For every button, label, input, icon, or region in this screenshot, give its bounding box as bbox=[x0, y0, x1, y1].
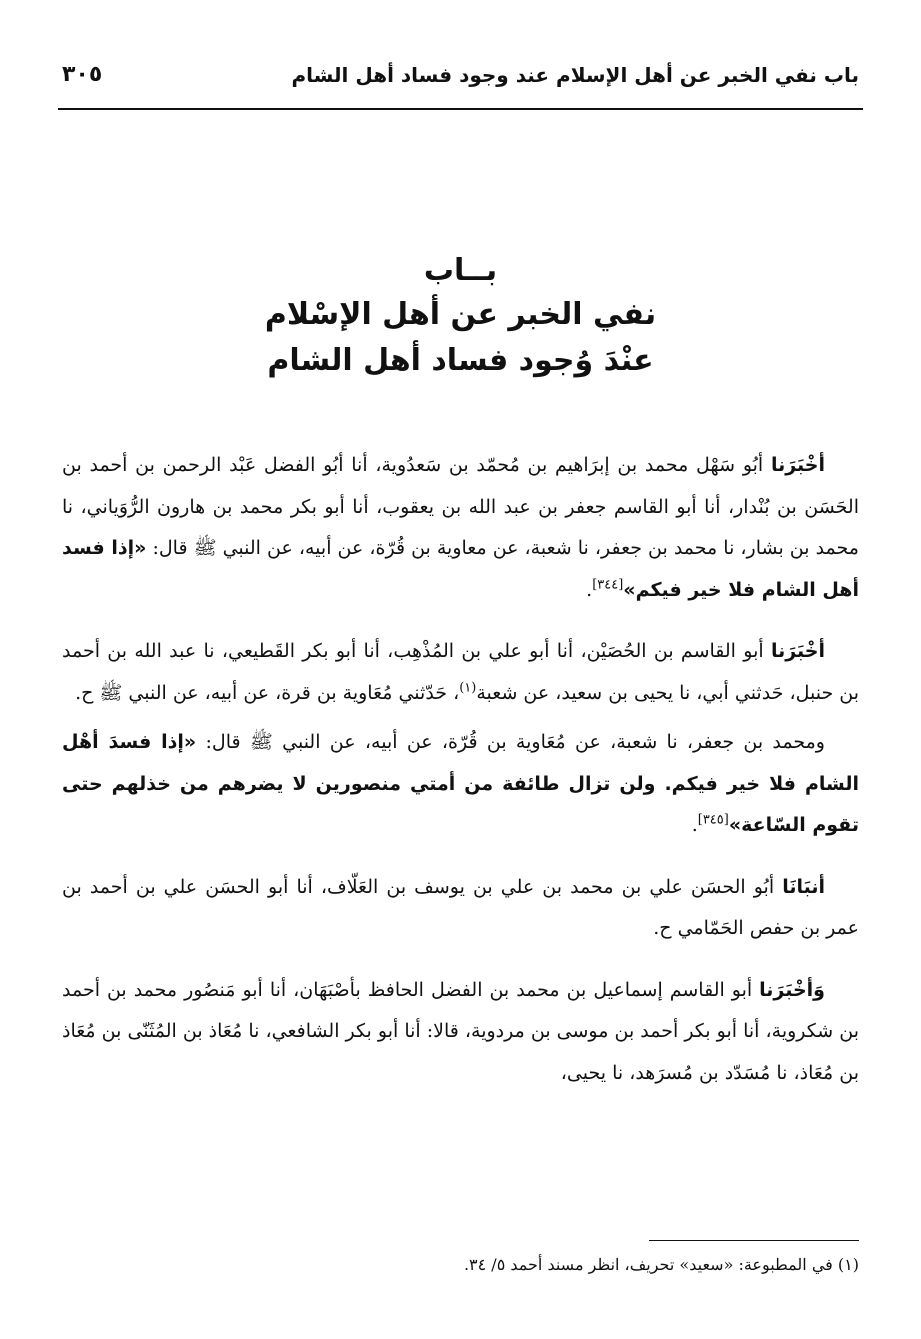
chapter-title-line-1: نفي الخبر عن أهل الإسْلام bbox=[264, 297, 657, 332]
narration-lead: أخْبَرَنا bbox=[770, 640, 825, 662]
hadith-text: «إذا فسدَ أهْل الشام فلا خير فيكم. ولن تزال طائفة من أمتي منصورين لا يضرهم من خذلهم حتى تقوم السّاعة» bbox=[62, 731, 859, 836]
isnad-text: أبُو سَهْل محمد بن إبرَاهيم بن مُحمّد بن سَعدُوية، أنا أبُو الفضل عَبْد الرحمن بن أحمد بن الحَسَن بن بُنْدار، أنا أبو القاسم جعفر بن عبد الله بن يعقوب، أنا أبو بكر محمد بن هارون الرُّوَياني، نا محمد بن بشار، نا محمد بن جعفر، نا شعبة، عن معاوية بن قُرّة، عن أبيه، عن النبي ﷺ قال: bbox=[62, 454, 859, 559]
paragraph-5 bbox=[62, 970, 859, 1095]
paragraph-end: . bbox=[691, 814, 698, 836]
narration-lead: أنبَانَا bbox=[782, 875, 825, 898]
paragraph-3 bbox=[62, 722, 859, 847]
isnad-text: أبو القاسم بن الحُصَيْن، أنا أبو علي بن المُذْهِب، أنا أبو بكر القَطيعي، نا عبد الله بن أحمد بن حنبل، حَدثني أبي، نا يحيى بن سعيد، عن شعبة bbox=[62, 640, 859, 704]
isnad-text: أبو القاسم إسماعيل بن محمد بن الفضل الحافظ بأصْبَهَان، أنا أبو مَنصُور محمد بن أحمد بن شكروية، أنا أبو بكر أحمد بن موسى بن مردوية، قالا: أنا أبو بكر الشافعي، نا مُعَاذ بن المُثَنّى بن مُعَاذ بن مُعَاذ، نا مُسَدّد بن مُسرَهد، نا يحيى، bbox=[62, 978, 859, 1084]
chapter-label: بــاب bbox=[423, 253, 498, 288]
paragraph-end: ، حَدّثني مُعَاوية بن قرة، عن أبيه، عن النبي ﷺ ح. bbox=[75, 681, 460, 704]
header-rule bbox=[58, 108, 863, 110]
footnote-rule bbox=[649, 1240, 859, 1241]
hadith-text: «إذا فسد أهل الشام فلا خير فيكم» bbox=[62, 537, 859, 601]
footnote-marker: (١) bbox=[459, 680, 477, 696]
page-number: ٣٠٥ bbox=[62, 62, 103, 87]
hadith-reference: [٣٤٤] bbox=[592, 577, 624, 593]
paragraph-2 bbox=[62, 631, 859, 714]
hadith-reference: [٣٤٥] bbox=[697, 812, 729, 828]
paragraph-4 bbox=[62, 867, 859, 950]
main-text bbox=[62, 445, 859, 1114]
chapter-heading bbox=[60, 250, 861, 384]
chapter-title-line-2: عنْدَ وُجود فساد أهل الشام bbox=[267, 343, 654, 378]
paragraph-1 bbox=[62, 445, 859, 611]
narration-lead: أخْبَرَنا bbox=[770, 454, 825, 476]
isnad-text: ومحمد بن جعفر، نا شعبة، عن مُعَاوية بن قُرّة، عن أبيه، عن النبي ﷺ قال: bbox=[196, 731, 825, 753]
running-header-title: باب نفي الخبر عن أهل الإسلام عند وجود فساد أهل الشام bbox=[291, 63, 859, 87]
paragraph-end: . bbox=[586, 578, 593, 601]
isnad-text: أبُو الحسَن علي بن محمد بن علي بن يوسف بن العَلّاف، أنا أبو الحسَن علي بن أحمد بن عمر بن حفص الحَمّامي ح. bbox=[62, 875, 859, 939]
footnote-text: في المطبوعة: «سعيد» تحريف، انظر مسند أحمد ٥/ ٣٤. bbox=[463, 1255, 833, 1274]
narration-lead: وَأخْبَرَنا bbox=[759, 978, 825, 1001]
footnote bbox=[62, 1252, 859, 1278]
footnote-number: (١) bbox=[837, 1255, 859, 1274]
running-header bbox=[62, 58, 859, 98]
